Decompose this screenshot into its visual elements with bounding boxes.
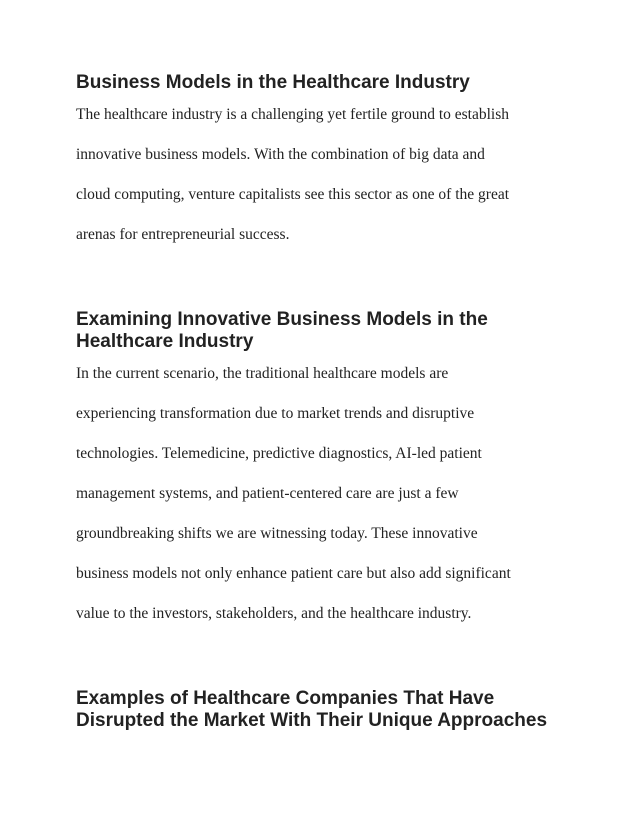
section-examining-models bbox=[76, 309, 576, 634]
heading-line: Examples of Healthcare Companies That Have bbox=[76, 688, 495, 709]
paragraph-line: business models not only enhance patient care but also add significant bbox=[76, 565, 511, 582]
paragraph-line: cloud computing, venture capitalists see this sector as one of the great bbox=[76, 186, 510, 203]
heading-line: Disrupted the Market With Their Unique Approaches bbox=[76, 710, 548, 731]
paragraph bbox=[76, 95, 576, 255]
section-examples bbox=[76, 688, 576, 732]
document-content bbox=[76, 72, 576, 732]
paragraph-line: value to the investors, stakeholders, and the healthcare industry. bbox=[76, 605, 472, 622]
heading-line: Healthcare Industry bbox=[76, 331, 254, 352]
paragraph-line: In the current scenario, the traditional healthcare models are bbox=[76, 365, 449, 382]
section-business-models bbox=[76, 72, 576, 255]
paragraph-line: The healthcare industry is a challenging yet fertile ground to establish bbox=[76, 106, 510, 123]
section-heading bbox=[76, 309, 576, 353]
paragraph-line: innovative business models. With the combination of big data and bbox=[76, 146, 485, 163]
section-heading bbox=[76, 688, 576, 732]
heading-line: Examining Innovative Business Models in the bbox=[76, 309, 488, 330]
section-heading: Business Models in the Healthcare Industry bbox=[76, 72, 470, 93]
paragraph-line: management systems, and patient-centered care are just a few bbox=[76, 485, 459, 502]
paragraph-line: arenas for entrepreneurial success. bbox=[76, 226, 290, 243]
paragraph bbox=[76, 354, 576, 634]
paragraph-line: experiencing transformation due to market trends and disruptive bbox=[76, 405, 475, 422]
paragraph-line: technologies. Telemedicine, predictive diagnostics, AI-led patient bbox=[76, 445, 482, 462]
paragraph-line: groundbreaking shifts we are witnessing today. These innovative bbox=[76, 525, 478, 542]
